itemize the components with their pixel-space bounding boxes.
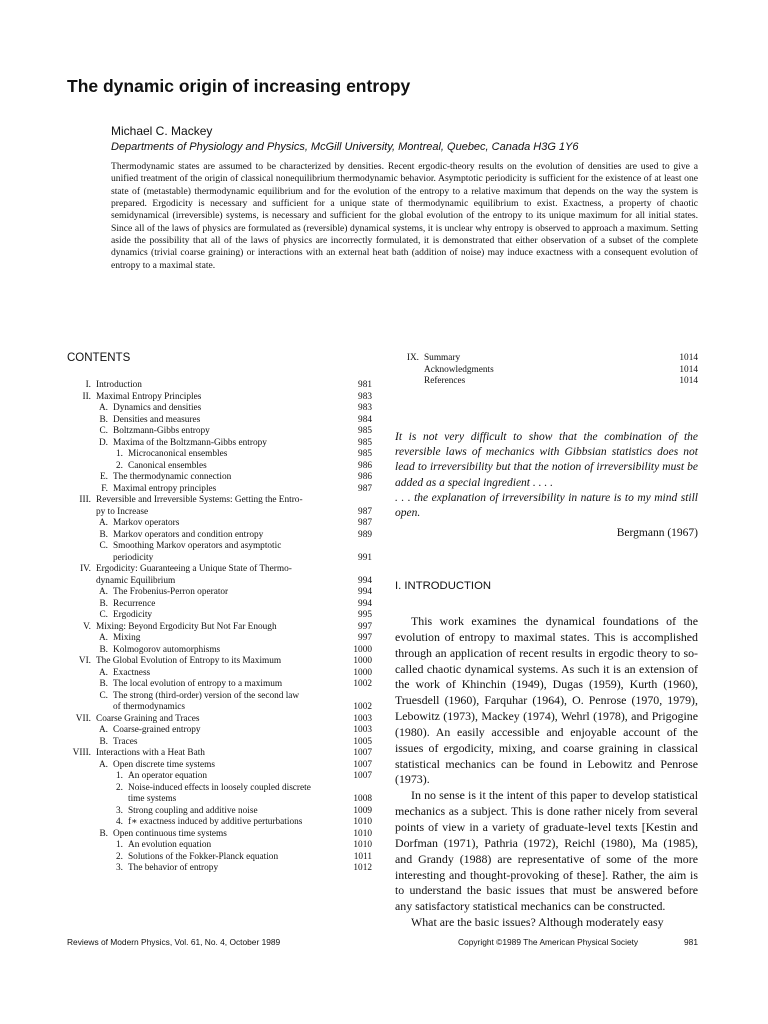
toc-entry-title: Open discrete time systems — [113, 759, 215, 770]
toc-entry-page: 983 — [358, 391, 372, 402]
toc-entry-title: f∗ exactness induced by additive perturbations — [128, 817, 303, 827]
toc-entry — [67, 403, 372, 415]
toc-entry — [67, 702, 372, 714]
toc-entry — [67, 748, 372, 760]
toc-entry-number: B. — [99, 736, 108, 747]
paragraph: What are the basic issues? Although moderately easy — [411, 915, 664, 930]
toc-entry-number: 1. — [116, 771, 123, 781]
toc-entry-page: 1000 — [353, 644, 372, 655]
toc-entry-number: 1. — [116, 449, 123, 459]
toc-entry-number: A. — [98, 633, 108, 643]
toc-entry-page: 1005 — [353, 736, 372, 747]
toc-entry-number: E. — [99, 472, 108, 482]
toc-entry — [67, 806, 372, 818]
toc-entry-page: 987 — [358, 506, 372, 517]
introduction-body — [395, 614, 698, 931]
toc-entry — [67, 668, 372, 680]
toc-entry — [67, 725, 372, 737]
toc-entry-title: Kolmogorov automorphisms — [113, 644, 221, 655]
toc-entry-number: IX. — [406, 353, 419, 363]
toc-entry-number: VI. — [78, 656, 91, 666]
toc-entry — [67, 392, 372, 404]
toc-entry-number: A. — [98, 759, 108, 770]
toc-entry-title: Acknowledgments — [424, 364, 494, 375]
toc-entry-number: C. — [99, 690, 108, 701]
toc-entry-number: A. — [98, 667, 108, 678]
toc-entry-number: A. — [98, 725, 108, 735]
toc-entry — [67, 507, 372, 519]
toc-entry-title: Ergodicity: Guaranteeing a Unique State of Thermo- — [96, 564, 292, 574]
toc-entry — [395, 353, 698, 365]
toc-entry-title: The behavior of entropy — [128, 863, 219, 873]
epigraph-attribution: Bergmann (1967) — [616, 527, 698, 539]
toc-entry-title: References — [424, 376, 466, 386]
toc-entry-title: Mixing: Beyond Ergodicity But Not Far Enough — [96, 621, 277, 632]
toc-entry-title: Microcanonical ensembles — [128, 449, 228, 459]
author-affiliation: Departments of Physiology and Physics, McGill University, Montreal, Quebec, Canada H3G 1Y6 — [111, 141, 579, 153]
toc-entry-number: 2. — [116, 460, 123, 471]
toc-entry — [67, 633, 372, 645]
toc-entry-number: B. — [99, 644, 108, 655]
toc-entry-title: Maximal entropy principles — [113, 483, 217, 494]
table-of-contents-left — [67, 380, 372, 875]
table-of-contents-right — [395, 353, 698, 388]
toc-entry-page: 987 — [358, 518, 372, 528]
toc-entry-title: Strong coupling and additive noise — [128, 805, 258, 816]
toc-entry — [67, 771, 372, 783]
toc-entry — [67, 656, 372, 668]
toc-entry-page: 1012 — [353, 863, 372, 873]
toc-entry-page: 1008 — [353, 794, 372, 804]
toc-entry-page: 997 — [358, 621, 372, 632]
author-name: Michael C. Mackey — [111, 124, 213, 138]
toc-entry-title: periodicity — [113, 552, 154, 563]
toc-entry-page: 997 — [358, 633, 372, 643]
toc-entry-title: Ergodicity — [113, 610, 153, 620]
toc-entry — [67, 518, 372, 530]
toc-entry-page: 991 — [358, 552, 372, 563]
toc-entry — [67, 760, 372, 772]
toc-entry-page: 1007 — [353, 771, 372, 781]
toc-entry-title: Boltzmann-Gibbs entropy — [113, 426, 210, 436]
toc-entry-title: Exactness — [113, 667, 151, 678]
toc-entry-title: Summary — [424, 353, 461, 363]
toc-entry-page: 1002 — [353, 679, 372, 689]
toc-entry — [67, 530, 372, 542]
toc-entry-title: Traces — [113, 736, 138, 747]
toc-entry — [67, 863, 372, 875]
toc-entry-page: 1007 — [353, 759, 372, 770]
epigraph-line-1: It is not very difficult to show that the combination of the reversible laws of mechanics with Gibbsian statistics does not lead to irreversibility but that the notion of irreversibility must be added as a special ingredient . . . . — [395, 431, 698, 489]
toc-entry-title: Introduction — [96, 380, 142, 390]
toc-entry-title: of thermodynamics — [113, 702, 186, 712]
toc-entry-title: Interactions with a Heat Bath — [96, 748, 205, 758]
toc-entry — [67, 794, 372, 806]
toc-entry-number: IV. — [80, 564, 91, 574]
toc-entry — [67, 472, 372, 484]
toc-entry-title: Recurrence — [113, 598, 156, 609]
toc-entry-page: 989 — [358, 529, 372, 540]
toc-entry-title: An evolution equation — [128, 840, 212, 850]
toc-entry-page: 986 — [358, 460, 372, 471]
toc-entry-number: A. — [98, 587, 108, 597]
toc-entry — [67, 426, 372, 438]
toc-entry-number: B. — [99, 598, 108, 609]
contents-heading: CONTENTS — [67, 352, 131, 364]
toc-entry — [395, 376, 698, 388]
toc-entry — [67, 587, 372, 599]
toc-entry-page: 1010 — [353, 840, 372, 850]
toc-entry-title: Noise-induced effects in loosely coupled discrete — [128, 782, 311, 793]
toc-entry-page: 1003 — [353, 725, 372, 735]
toc-entry — [67, 541, 372, 553]
toc-entry-page: 1002 — [353, 702, 372, 712]
toc-entry — [67, 714, 372, 726]
toc-entry — [67, 622, 372, 634]
toc-entry-page: 994 — [358, 598, 372, 609]
toc-entry-title: The strong (third-order) version of the second law — [113, 690, 300, 701]
toc-entry-number: V. — [83, 621, 91, 632]
footer-journal: Reviews of Modern Physics, Vol. 61, No. 4, October 1989 — [67, 937, 281, 947]
paragraph: This work examines the dynamical foundations of the evolution of entropy to maximal states. This is accomplished through an application of recent results in ergodic theory to so-called chaotic dynamical systems. As such it is an extension of the work of Khinchin (1949), Dugas (1959), Kurth (1960), Truesdell (1960), Farquhar (1964), O. Penrose (1970, 1979), Lebowitz (1973), Mackey (1974), Wehrl (1978), and Prigogine (1980). An easily accessible and enjoyable account of the issues of ergodicity, mixing, and coarse graining in classical statistical mechanics can be found in Lebowitz and Penrose (1973). — [395, 614, 698, 787]
toc-entry-page: 983 — [358, 403, 372, 413]
epigraph-quote — [395, 430, 698, 521]
toc-entry — [67, 840, 372, 852]
toc-entry-title: Coarse-grained entropy — [113, 725, 201, 735]
epigraph-line-2: . . . the explanation of irreversibility in nature is to my mind still open. — [395, 491, 698, 520]
paragraph: In no sense is it the intent of this paper to develop statistical mechanics as a subject. This is done rather nicely from several points of view in a variety of graduate-level texts [Kestin and Dorfman (1971), Pathria (1972), Reichl (1980), Ma (1985), and Grandy (1988) are representative of some of the more interesting and thought-provoking of these]. Rather, the aim is to understand the basic issues that must be answered before any satisfactory statistical mechanics can be constructed. — [395, 788, 698, 914]
toc-entry-title: py to Increase — [96, 506, 149, 517]
toc-entry — [67, 576, 372, 588]
toc-entry-title: Canonical ensembles — [128, 460, 207, 471]
toc-entry — [67, 461, 372, 473]
footer-page-number: 981 — [684, 937, 698, 947]
section-heading: I. INTRODUCTION — [395, 580, 492, 592]
toc-entry-title: Markov operators and condition entropy — [113, 529, 264, 540]
toc-entry-number: 3. — [116, 863, 123, 873]
toc-entry-page: 1011 — [353, 851, 372, 862]
toc-entry — [395, 365, 698, 377]
toc-entry-title: Markov operators — [113, 518, 180, 528]
toc-entry-number: C. — [99, 541, 108, 551]
toc-entry-number: 4. — [116, 817, 123, 827]
toc-entry-page: 985 — [358, 449, 372, 459]
toc-entry-number: II. — [82, 391, 91, 402]
abstract: Thermodynamic states are assumed to be characterized by densities. Recent ergodic-theory results on the evolution of densities are used to give a unified treatment of the origin of classical nonequilibrium thermodynamic behavior. Asymptotic periodicity is sufficient for the existence of at least one state of (metastable) thermodynamic equilibrium and for the evolution of the entropy to a relative maximum that depends on the way the system is prepared. Ergodicity is necessary and sufficient for a unique state of thermodynamic equilibrium to exist. Exactness, a property of chaotic semidynamical (irreversible) systems, is necessary and sufficient for the global evolution of the entropy to its unique maximum for all initial states. Since all of the laws of physics are formulated as (reversible) dynamical systems, it is unclear why entropy is observed to approach a maximum. Setting aside the possibility that all of the laws of physics are incorrectly formulated, it is demonstrated that either observation of a subset of the complete dynamics (trivial coarse graining) or interactions with an external heat bath (addition of noise) may induce exactness with a consequent evolution of entropy to a maximal state. — [111, 161, 698, 271]
toc-entry-page: 987 — [358, 483, 372, 494]
toc-entry-page: 985 — [358, 437, 372, 448]
toc-entry-number: VIII. — [72, 748, 91, 758]
toc-entry-number: B. — [99, 679, 108, 689]
toc-entry-page: 985 — [358, 426, 372, 436]
toc-entry-title: The thermodynamic connection — [113, 472, 232, 482]
toc-entry-number: B. — [99, 529, 108, 540]
toc-entry-title: Coarse Graining and Traces — [96, 713, 200, 724]
toc-entry — [67, 484, 372, 496]
toc-entry-number: C. — [99, 426, 108, 436]
footer-right — [458, 937, 698, 947]
toc-entry — [67, 610, 372, 622]
toc-entry-title: Reversible and Irreversible Systems: Getting the Entro- — [96, 495, 303, 505]
toc-entry-number: A. — [98, 403, 108, 413]
toc-entry-number: 2. — [116, 851, 123, 862]
toc-entry-page: 1010 — [353, 828, 372, 839]
toc-entry-title: Dynamics and densities — [113, 403, 202, 413]
toc-entry-number: B. — [99, 414, 108, 425]
toc-entry-page: 1014 — [679, 353, 698, 363]
toc-entry-number: 2. — [116, 782, 123, 793]
toc-entry-number: III. — [79, 495, 91, 505]
toc-entry — [67, 829, 372, 841]
toc-entry-number: A. — [98, 518, 108, 528]
toc-entry-page: 986 — [358, 472, 372, 482]
toc-entry — [67, 645, 372, 657]
toc-entry-page: 1003 — [353, 713, 372, 724]
toc-entry-title: dynamic Equilibrium — [96, 575, 176, 586]
toc-entry — [67, 599, 372, 611]
toc-entry-page: 1007 — [353, 748, 372, 758]
toc-entry — [67, 852, 372, 864]
toc-entry-title: Mixing — [113, 633, 141, 643]
toc-entry-title: Smoothing Markov operators and asymptotic — [113, 541, 282, 551]
toc-entry — [67, 380, 372, 392]
toc-entry-page: 1009 — [353, 805, 372, 816]
toc-entry-number: F. — [101, 483, 108, 494]
toc-entry-number: B. — [99, 828, 108, 839]
toc-entry-title: Maxima of the Boltzmann-Gibbs entropy — [113, 437, 267, 448]
toc-entry-title: The local evolution of entropy to a maximum — [113, 679, 283, 689]
toc-entry-number: I. — [85, 380, 91, 390]
toc-entry-number: 3. — [116, 805, 123, 816]
paper-title: The dynamic origin of increasing entropy — [67, 76, 411, 96]
toc-entry-title: The Frobenius-Perron operator — [113, 587, 229, 597]
footer-copyright: Copyright ©1989 The American Physical Society — [458, 937, 639, 947]
toc-entry-title: Open continuous time systems — [113, 828, 227, 839]
toc-entry-title: Maximal Entropy Principles — [96, 391, 202, 402]
toc-entry — [67, 679, 372, 691]
toc-entry-page: 1010 — [353, 817, 372, 827]
toc-entry-page: 1000 — [353, 656, 372, 666]
toc-entry-number: VII. — [75, 713, 91, 724]
toc-entry — [67, 817, 372, 829]
toc-entry — [67, 553, 372, 565]
toc-entry — [67, 564, 372, 576]
toc-entry-number: 1. — [116, 840, 123, 850]
toc-entry-page: 994 — [358, 587, 372, 597]
toc-entry-page: 1014 — [679, 364, 698, 375]
toc-entry-title: time systems — [128, 794, 177, 804]
toc-entry-number: D. — [98, 437, 108, 448]
toc-entry-number: C. — [99, 610, 108, 620]
toc-entry-title: An operator equation — [128, 771, 207, 781]
toc-entry-page: 984 — [358, 414, 372, 425]
toc-entry — [67, 737, 372, 749]
toc-entry-title: Densities and measures — [113, 414, 201, 425]
toc-entry-page: 1014 — [679, 376, 698, 386]
toc-entry — [67, 691, 372, 703]
toc-entry — [67, 415, 372, 427]
toc-entry — [67, 495, 372, 507]
toc-entry-page: 981 — [358, 380, 372, 390]
toc-entry — [67, 783, 372, 795]
toc-entry — [67, 438, 372, 450]
toc-entry — [67, 449, 372, 461]
toc-entry-page: 1000 — [353, 667, 372, 678]
toc-entry-page: 994 — [358, 575, 372, 586]
toc-entry-title: The Global Evolution of Entropy to its Maximum — [96, 656, 282, 666]
toc-entry-page: 995 — [358, 610, 372, 620]
toc-entry-title: Solutions of the Fokker-Planck equation — [128, 851, 279, 862]
